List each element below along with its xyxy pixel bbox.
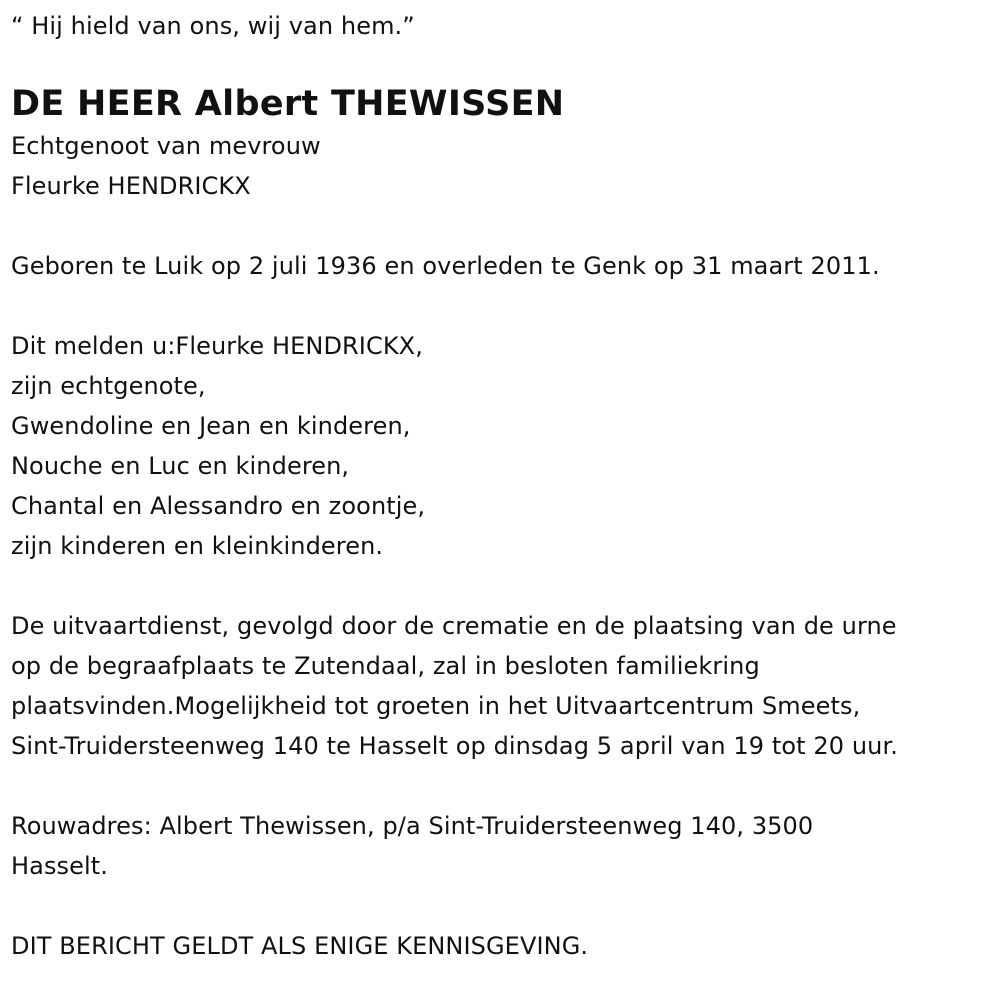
deceased-name: DE HEER Albert THEWISSEN <box>11 84 565 124</box>
announcer-line: Dit melden u:Fleurke HENDRICKX, <box>11 332 423 360</box>
notice-line: DIT BERICHT GELDT ALS ENIGE KENNISGEVING. <box>11 932 589 960</box>
announcer-line: zijn echtgenote, <box>11 372 206 400</box>
funeral-block <box>11 606 996 766</box>
paragraph-gap <box>11 766 996 806</box>
paragraph-gap <box>11 206 996 246</box>
paragraph-gap <box>11 886 996 926</box>
paragraph-gap <box>11 286 996 326</box>
announcer-line: Gwendoline en Jean en kinderen, <box>11 412 411 440</box>
announcer-line: zijn kinderen en kleinkinderen. <box>11 532 384 560</box>
obituary-document <box>11 6 996 966</box>
funeral-line: Sint-Truidersteenweg 140 te Hasselt op dinsdag 5 april van 19 tot 20 uur. <box>11 732 898 760</box>
announcer-line: Chantal en Alessandro en zoontje, <box>11 492 426 520</box>
announcer-line: Nouche en Luc en kinderen, <box>11 452 350 480</box>
address-line: Hasselt. <box>11 852 109 880</box>
address-line: Rouwadres: Albert Thewissen, p/a Sint-Truidersteenweg 140, 3500 <box>11 812 814 840</box>
birth-death-line: Geboren te Luik op 2 juli 1936 en overleden te Genk op 31 maart 2011. <box>11 252 880 280</box>
funeral-line: plaatsvinden.Mogelijkheid tot groeten in het Uitvaartcentrum Smeets, <box>11 692 861 720</box>
paragraph-gap <box>11 566 996 606</box>
quote-line: “ Hij hield van ons, wij van hem.” <box>11 12 415 40</box>
funeral-line: De uitvaartdienst, gevolgd door de crematie en de plaatsing van de urne <box>11 612 897 640</box>
spouse-line-1: Echtgenoot van mevrouw <box>11 132 321 160</box>
announcers-block <box>11 326 996 566</box>
address-block <box>11 806 996 886</box>
funeral-line: op de begraafplaats te Zutendaal, zal in besloten familiekring <box>11 652 760 680</box>
spouse-line-2: Fleurke HENDRICKX <box>11 172 251 200</box>
